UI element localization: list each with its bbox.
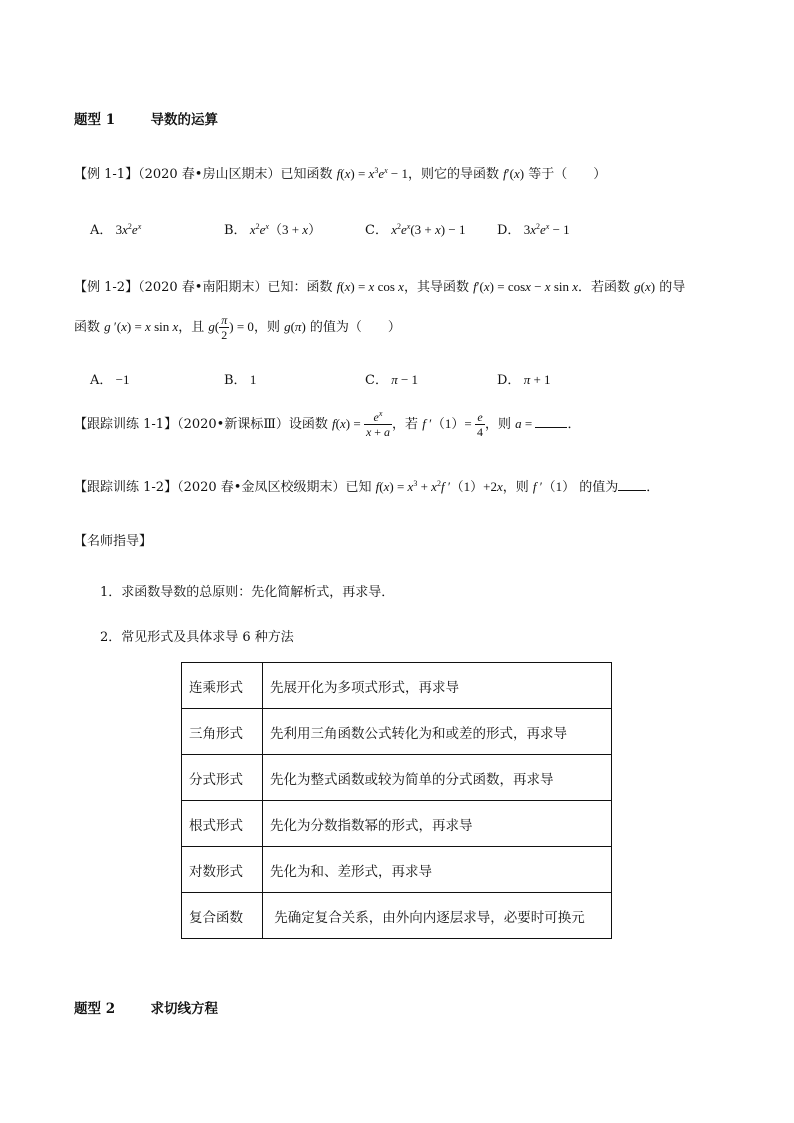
option-c[interactable]: C． $x^2e^x(3 + x) - 1$ [365, 222, 466, 238]
stem-text: ，若 [392, 417, 423, 432]
stem-text: 的导 [655, 280, 686, 295]
tracking-1-1-stem: 【跟踪训练 1-1】（2020•新课标Ⅲ）设函数 f(x) = $\frac{e^x}{x + a}$ ，若 f ′（1）= $\frac{e}{4}$ ，则 a = ． [74, 409, 581, 439]
section-1-heading [74, 108, 218, 128]
section-1-title: 导数的运算 [150, 112, 218, 128]
stem-text: ，则 [485, 417, 516, 432]
stem-text: ． [567, 417, 581, 432]
example-1-2-stem-line1: 【例 1-2】（2020 春•南阳期末）已知：函数 f(x) = x cos x，其导函数 f′(x) = cosx − x sin x．若函数 g(x) 的导 [74, 279, 686, 295]
stem-text: 已知：函数 [267, 280, 337, 295]
source: （2020 春•房山区期末） [138, 167, 281, 182]
formula-f: f [336, 166, 341, 181]
option-letter: D． [497, 373, 521, 388]
table-row [182, 709, 612, 755]
table-row [182, 893, 612, 939]
stem-text: 已知 [345, 480, 376, 495]
example-tag: 【跟踪训练 1-1】 [74, 417, 178, 432]
example-1-2-stem-line2: 函数 g ′(x) = x sin x，且 g( $\frac{\pi}{2}$ ) = 0，则 g(π) 的值为（ ） [74, 313, 401, 342]
form-cell: 三角形式 [182, 709, 263, 755]
stem-text: ，则 [253, 320, 285, 335]
option-letter: C． [365, 373, 388, 388]
method-cell: 先确定复合关系，由外向内逐层求导，必要时可换元 [263, 893, 612, 939]
guide-point-2: 2．常见形式及具体求导 6 种方法 [100, 630, 294, 645]
source: （2020 春•南阳期末） [138, 280, 268, 295]
form-cell: 分式形式 [182, 755, 263, 801]
form-cell: 根式形式 [182, 801, 263, 847]
option-a[interactable]: A． $3x^2e^x$ [90, 222, 142, 238]
stem-text: ． [646, 480, 660, 495]
guide-heading: 【名师指导】 [74, 534, 153, 549]
option-letter: D． [497, 223, 521, 238]
method-cell: 先化为整式函数或较为简单的分式函数，再求导 [263, 755, 612, 801]
stem-text: 已知函数 [280, 167, 337, 182]
option-letter: B． [224, 373, 247, 388]
example-tag: 【例 1-2】 [74, 280, 139, 295]
table-row [182, 801, 612, 847]
form-cell: 连乘形式 [182, 663, 263, 709]
fraction-pi-over-2: $\frac{\pi}{2}$ [221, 313, 228, 342]
stem-text: 函数 [74, 320, 105, 335]
tracking-1-2-stem: 【跟踪训练 1-2】（2020 春•金凤区校级期末）已知 $f(x) = x^3 + x^2f$ ′（1）+2x，则 f ′（1） 的值为 ． [74, 479, 660, 495]
stem-text: 的值为（ ） [305, 320, 401, 335]
stem-text: 的值为 [575, 480, 619, 495]
example-tag: 【例 1-1】 [74, 167, 139, 182]
section-2-label: 题型 2 [74, 1001, 116, 1017]
method-cell: 先化为和、差形式，再求导 [263, 847, 612, 893]
source: （2020•新课标Ⅲ） [177, 417, 289, 432]
example-tag: 【跟踪训练 1-2】 [74, 480, 178, 495]
option-letter: A． [90, 373, 113, 388]
table-row [182, 847, 612, 893]
method-cell: 先利用三角函数公式转化为和或差的形式，再求导 [263, 709, 612, 755]
option-letter: A． [90, 223, 113, 238]
form-cell: 对数形式 [182, 847, 263, 893]
fraction-e-over-4: $\frac{e}{4}$ [477, 410, 483, 439]
method-cell: 先化为分数指数幂的形式，再求导 [263, 801, 612, 847]
option-b[interactable]: B． 1 [224, 372, 257, 388]
option-d[interactable]: D． π + 1 [497, 372, 551, 388]
methods-table [181, 662, 612, 939]
stem-text: ，则它的导函数 [408, 167, 504, 182]
option-d[interactable]: D． $3x^2e^x - 1$ [497, 222, 570, 238]
stem-text: ，则 [502, 480, 533, 495]
table-row [182, 663, 612, 709]
stem-text: 设函数 [288, 417, 333, 432]
answer-blank[interactable] [535, 416, 567, 428]
option-a[interactable]: A． −1 [90, 372, 130, 388]
source: （2020 春•金凤区校级期末） [177, 480, 346, 495]
section-1-label: 题型 1 [74, 112, 116, 128]
table-row [182, 755, 612, 801]
stem-text: 等于（ ） [524, 167, 607, 182]
stem-text: ．若函数 [578, 280, 635, 295]
option-c[interactable]: C． π − 1 [365, 372, 419, 388]
guide-point-1: 1．求函数导数的总原则：先化简解析式，再求导． [100, 585, 395, 600]
option-letter: B． [224, 223, 247, 238]
section-2-title: 求切线方程 [150, 1001, 218, 1017]
section-2-heading [74, 997, 218, 1017]
option-b[interactable]: B． $x^2e^x(3 + x)$ [224, 222, 322, 238]
answer-blank[interactable] [618, 479, 646, 491]
option-letter: C． [365, 223, 388, 238]
example-1-1-stem: 【例 1-1】（2020 春•房山区期末）已知函数 $f(x) = x^3e^x - 1$，则它的导函数 f′(x) 等于（ ） [74, 166, 607, 182]
stem-text: ，且 [178, 320, 209, 335]
method-cell: 先展开化为多项式形式，再求导 [263, 663, 612, 709]
fraction-ex-over-xa: $\frac{e^x}{x + a}$ [365, 409, 391, 439]
form-cell: 复合函数 [182, 893, 263, 939]
stem-text: ，其导函数 [403, 280, 474, 295]
